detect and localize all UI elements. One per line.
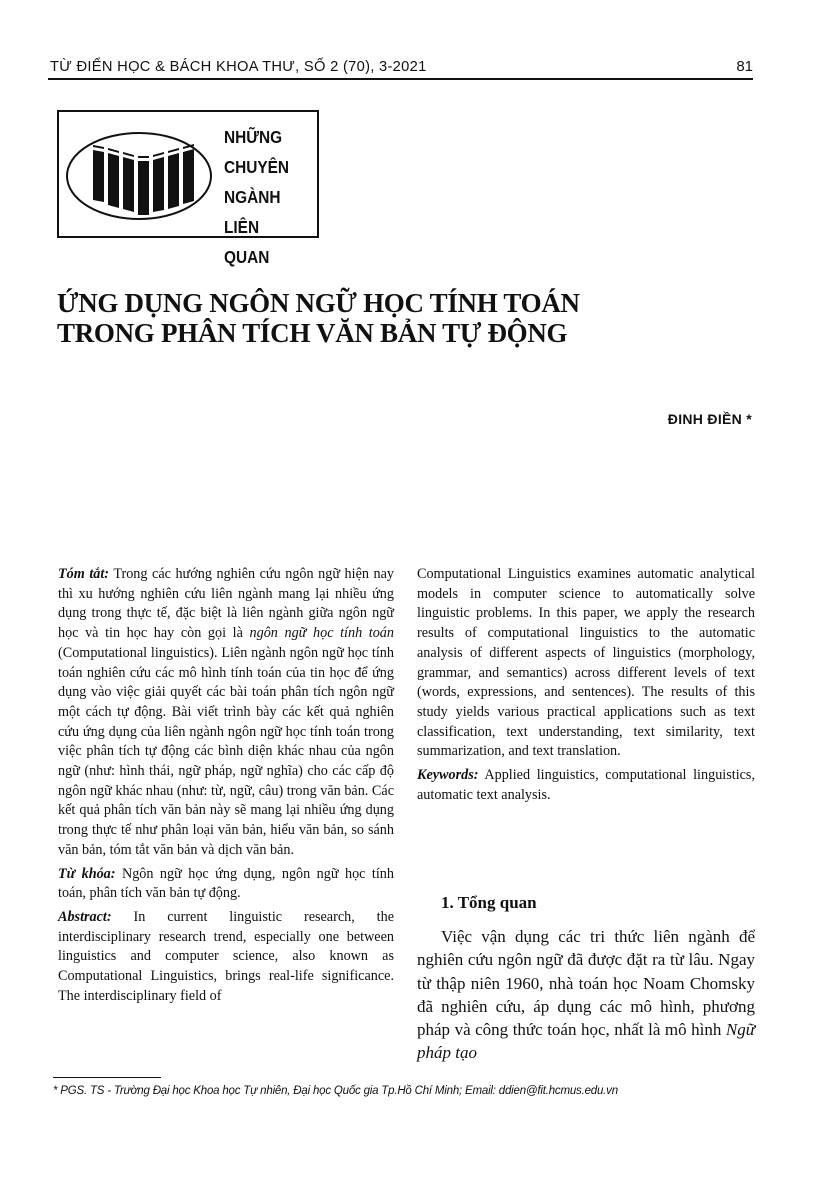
section-label <box>224 122 306 272</box>
keywords-en-text: Applied linguistics, computational linguistics, automatic text analysis. <box>417 767 755 803</box>
journal-title: TỪ ĐIỂN HỌC & BÁCH KHOA THƯ, SỐ 2 (70), 3-2021 <box>50 58 427 75</box>
section-label-line: NGÀNH <box>224 187 281 207</box>
books-in-oval-icon <box>64 130 214 222</box>
running-header <box>48 58 753 80</box>
footnote-rule <box>53 1077 161 1078</box>
section-body-text: Việc vận dụng các tri thức liên ngành để nghiên cứu ngôn ngữ đã được đặt ra từ lâu. Ngay từ thập niên 1960, nhà toán học Noam Chomsky đã nghiên cứu, áp dụng các mô hình, phương pháp và công thức toán học, nhất là mô hình <box>417 927 755 1040</box>
keywords-vietnamese <box>58 865 394 904</box>
article-title-line-2: TRONG PHÂN TÍCH VĂN BẢN TỰ ĐỘNG <box>57 318 568 348</box>
section-label-line: CHUYÊN <box>224 157 290 177</box>
abstract-en-text: In current linguistic research, the interdisciplinary research trend, especially one between linguistics and computer science, also known as Computational Linguistics, brings real-life significance. The interdisciplinary field of <box>58 908 394 1004</box>
author-name: ĐINH ĐIỀN * <box>667 411 752 427</box>
article-title-line-1: ỨNG DỤNG NGÔN NGỮ HỌC TÍNH TOÁN <box>57 288 580 318</box>
footnote: * PGS. TS - Trường Đại học Khoa học Tự nhiên, Đại học Quốc gia Tp.Hồ Chí Minh; Email: ddien@fit.hcmus.edu.vn <box>53 1085 618 1097</box>
abstract-vi-term: ngôn ngữ học tính toán <box>249 625 394 642</box>
article-title <box>57 288 580 348</box>
keywords-vi-label: Từ khóa: <box>58 865 116 882</box>
abstract-en-label: Abstract: <box>58 908 112 925</box>
abstract-vietnamese <box>58 565 394 861</box>
section-badge <box>57 110 319 267</box>
section-heading: 1. Tổng quan <box>441 893 537 912</box>
section-label-line: NHỮNG <box>224 127 283 147</box>
section-label-line: LIÊN QUAN <box>224 217 270 267</box>
header-rule <box>48 78 753 80</box>
section-body <box>417 925 755 1065</box>
abstract-vi-text: (Computational linguistics). Liên ngành ngôn ngữ học tính toán nghiên cứu các mô hình tính toán của tin học để ứng dụng vào việc giải quyết các bài toán phân tích ngôn ngữ một cách tự động. Bài viết trình bày các kết quả nghiên cứu ứng dụng của liên ngành ngôn ngữ học tính toán trong việc phân tích tự động các bình diện khác nhau của ngôn ngữ (như: hình thái, ngữ pháp, ngữ nghĩa) cho các cấp độ ngôn ngữ khác nhau (như: từ, ngữ, câu) trong văn bản. Các kết quả phân tích văn bản này sẽ mang lại nhiều ứng dụng trong thực tế như phân loại văn bản, hiểu văn bản, so sánh văn bản, tóm tắt văn bản và dịch văn bản. <box>58 644 394 858</box>
right-column <box>417 565 755 809</box>
section-body-emphasis: Ngữ pháp tạo <box>417 1020 755 1063</box>
keywords-vi-text: Ngôn ngữ học ứng dụng, ngôn ngữ học tính toán, phân tích văn bản tự động. <box>58 865 394 902</box>
abstract-english-continued: Computational Linguistics examines automatic analytical models in computer science to automatically solve linguistic problems. In this paper, we apply the research results of computational linguistics to the automatic analysis of different aspects of linguistics (morphology, grammar, and semantics) across different levels of text (words, expressions, and sentences). The results of this study yields various practical applications such as text classification, text understanding, text similarity, text summarization, and text translation. <box>417 566 755 760</box>
abstract-vi-text: Trong các hướng nghiên cứu ngôn ngữ hiện nay thì xu hướng nghiên cứu liên ngành mang lại nhiều ứng dụng trong thực tế, đặc biệt là liên ngành giữa ngôn ngữ học và tin học hay còn gọi là <box>58 566 395 642</box>
abstract-english-start <box>58 908 394 1007</box>
keywords-english <box>417 766 755 805</box>
page-number: 81 <box>736 58 753 75</box>
abstract-vi-label: Tóm tắt: <box>58 566 110 582</box>
keywords-en-label: Keywords: <box>417 767 479 784</box>
left-column <box>58 565 394 1010</box>
